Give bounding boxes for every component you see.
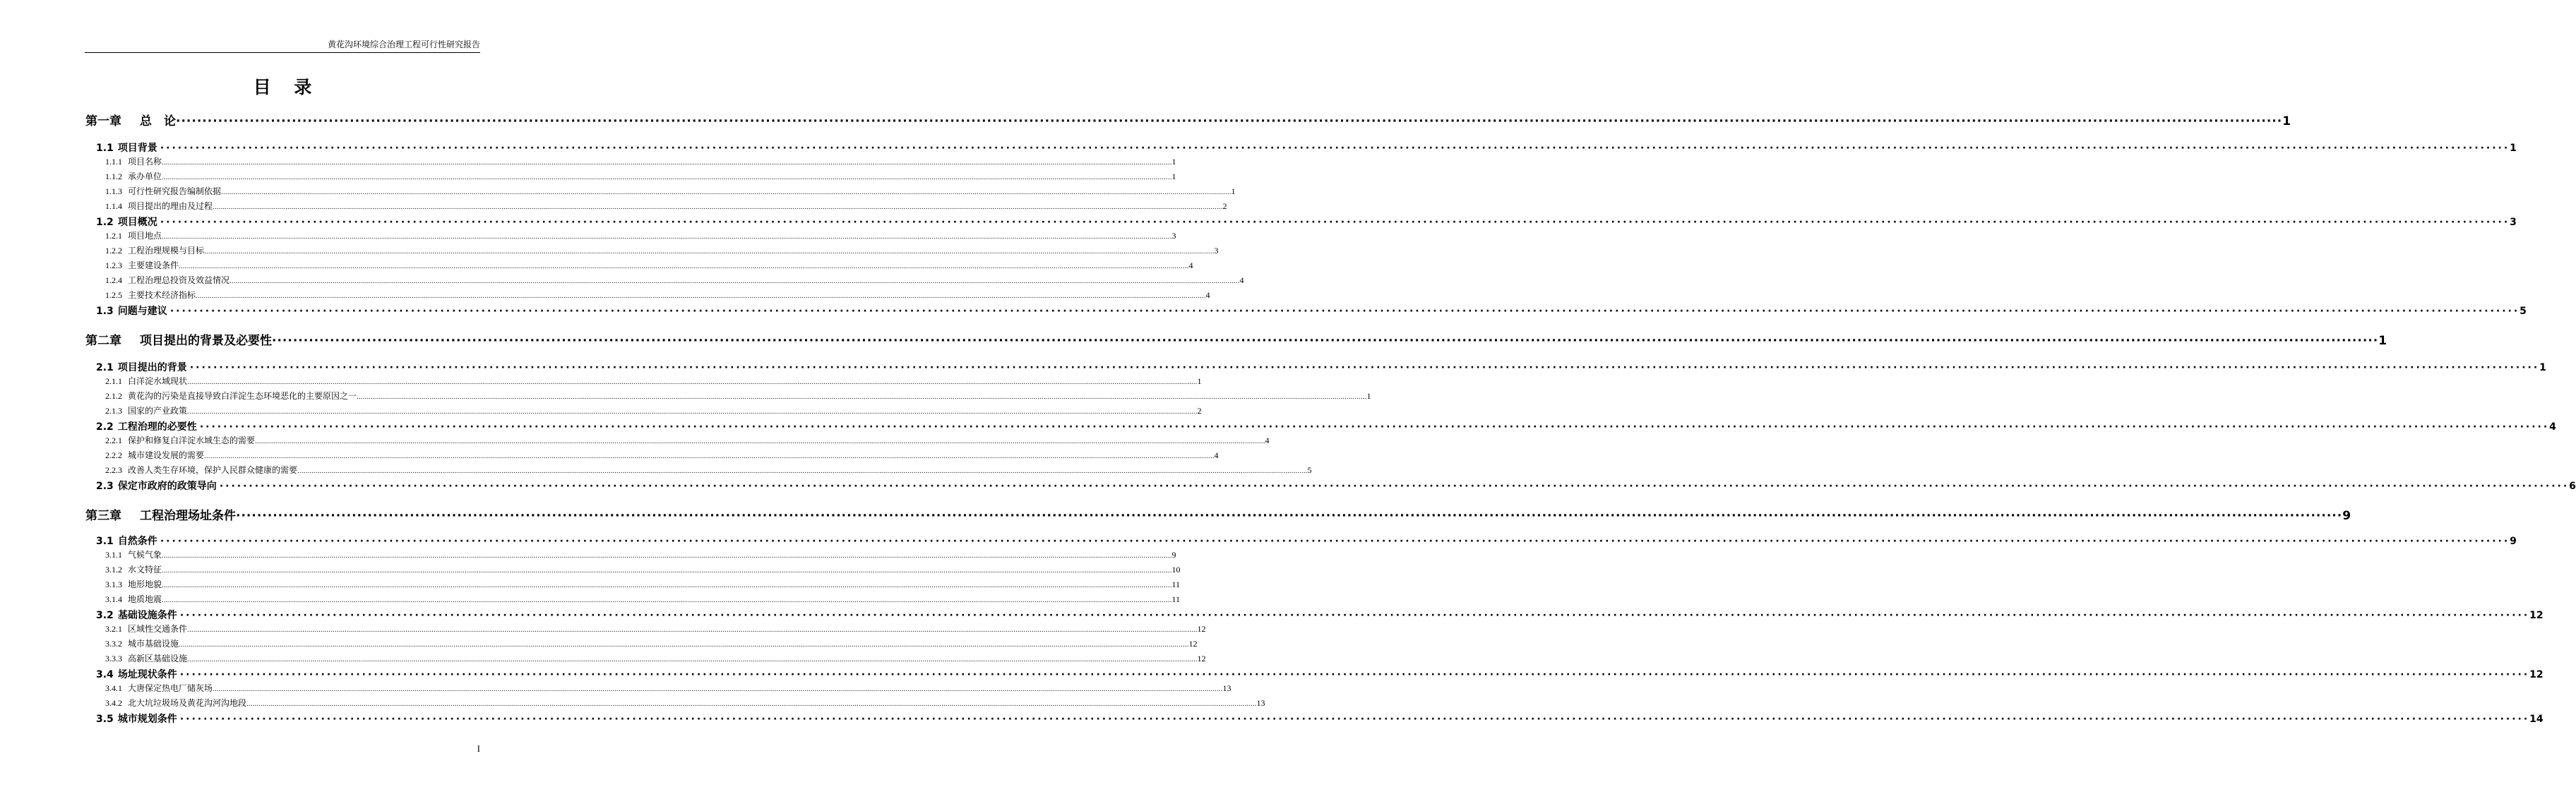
toc-entry-number: 1.1.4 [105,201,122,211]
toc-entry-title: 城市基础设施 [128,639,179,649]
toc-entry[interactable] [85,652,1206,664]
toc-entry[interactable] [85,479,2576,493]
toc-entry-number: 2.1.2 [105,391,122,401]
toc-entry-label [96,534,157,548]
toc-entry-label [105,637,179,649]
toc-page-number: 1 [2510,143,2517,154]
toc-entry-number: 2.1.1 [105,376,122,386]
toc-page-number: 1 [1197,376,1202,386]
toc-leader-dots: .................................................................................................................................................................................................................................................................................................................................................................................................................................................................................................................... [204,248,1215,256]
toc-entry-label [85,505,236,523]
toc-entry-number: 3.3.2 [105,639,122,649]
toc-entry-title: 保护和修复白洋淀水域生态的需要 [128,435,256,445]
toc-leader-dots: .................................................................................................................................................................................................................................................................................................................................................................................................................................................................................................................... [255,438,1265,445]
toc-leader-dots: .................................................................................................................................................................................................................................................................................................................................................................................................................................................................................................................... [179,642,1189,649]
toc-entry[interactable] [85,434,1270,446]
toc-entry[interactable] [85,419,2556,433]
toc-entry[interactable] [85,563,1181,575]
toc-page-number: 4 [1214,450,1219,460]
toc-entry-label [105,449,204,461]
toc-page-number: 5 [1307,465,1312,475]
toc-entry-number: 3.4 [96,669,114,680]
toc-entry-label [105,274,229,286]
toc-entry-number: 第二章 [85,334,121,348]
toc-page-number: 9 [2510,536,2517,547]
toc-entry-label [96,360,187,374]
toc-entry-label [96,140,157,155]
toc-entry-title: 项目背景 [117,143,157,154]
toc-page-number: 12 [1188,639,1198,649]
toc-entry-title: 高新区基础设施 [128,654,188,663]
toc-entry-title: 城市规划条件 [117,714,177,725]
toc-entry-title: 城市建设发展的需要 [128,450,205,460]
toc-leader-dots: ················································································································································································································································································································································································································ [160,143,2510,154]
toc-leader-dots: .................................................................................................................................................................................................................................................................................................................................................................................................................................................................................................................... [229,278,1240,285]
toc-entry-label [105,375,187,387]
toc-entry[interactable] [85,140,2517,155]
toc-entry-label [105,682,213,694]
toc-page-number: 10 [1171,565,1181,575]
toc-entry-number: 3.4.1 [105,683,122,693]
toc-entry[interactable] [85,289,1210,301]
toc-leader-dots: .................................................................................................................................................................................................................................................................................................................................................................................................................................................................................................................... [246,701,1257,708]
toc-entry-title: 工程治理总投资及效益情况 [128,275,230,285]
toc-entry-title: 基础设施条件 [117,610,177,621]
toc-leader-dots: ················································································································································································································································································································································································································ [160,217,2510,228]
toc-leader-dots: .................................................................................................................................................................................................................................................................................................................................................................................................................................................................................................................... [187,409,1198,416]
toc-entry-title: 自然条件 [117,536,157,547]
toc-entry-title: 地质地震 [128,594,162,604]
toc-leader-dots: .................................................................................................................................................................................................................................................................................................................................................................................................................................................................................................................... [162,160,1172,167]
toc-entry-number: 2.3 [96,481,114,492]
toc-entry-title: 大唐保定热电厂储灰场 [128,683,213,693]
toc-page-number: 2 [1197,406,1202,416]
toc-entry-label [105,155,162,167]
toc-page-number: 11 [1171,594,1180,604]
toc-page-number: 12 [1197,624,1206,634]
toc-entry-number: 3.3.3 [105,654,122,663]
toc-entry[interactable] [85,449,1219,461]
toc-entry[interactable] [85,274,1244,286]
toc-entry-number: 1.2.2 [105,246,122,256]
toc-entry-number: 2.2.1 [105,435,122,445]
toc-entry-number: 1.1.2 [105,172,122,181]
toc-entry-number: 1.1.1 [105,157,122,167]
toc-entry-label [105,170,162,182]
toc-entry-title: 北大坑垃圾场及黄花沟河沟地段 [128,698,247,708]
toc-entry[interactable] [85,111,2291,128]
toc-entry-number: 第一章 [85,114,121,128]
toc-entry[interactable] [85,244,1219,256]
toc-entry-title: 项目名称 [128,157,162,167]
toc-entry[interactable] [85,593,1180,605]
toc-page-number: 13 [1222,683,1232,693]
toc-entry-label [105,623,187,635]
toc-page-number: 11 [1171,579,1180,589]
toc-page-number: 1 [1366,391,1371,401]
toc-entry-number: 3.1.1 [105,550,122,560]
toc-entry-number: 3.1 [96,536,114,547]
toc-entry-label [96,215,157,229]
toc-entry-label [96,479,217,493]
toc-entry[interactable] [85,155,1176,167]
toc-entry[interactable] [85,304,2527,318]
toc-entry-number: 2.1.3 [105,406,122,416]
toc-leader-dots: .................................................................................................................................................................................................................................................................................................................................................................................................................................................................................................................... [162,553,1172,560]
toc-entry-label [105,244,204,256]
toc-entry-title: 项目概况 [117,217,157,228]
toc-leader-dots: .................................................................................................................................................................................................................................................................................................................................................................................................................................................................................................................... [187,627,1198,634]
toc-entry-number: 1.2.1 [105,231,122,241]
toc-entry[interactable] [85,200,1227,212]
toc-page-number: 1 [1171,172,1176,181]
toc-entry-number: 第三章 [85,509,121,523]
toc-page-number: 4 [2549,421,2556,433]
toc-entry[interactable] [85,259,1193,271]
toc-entry-title: 可行性研究报告编制依据 [128,186,222,196]
toc-entry-number: 3.2 [96,610,114,621]
toc-entry[interactable] [85,637,1198,649]
toc-entry-number: 2.2.3 [105,465,122,475]
toc-entry[interactable] [85,360,2546,374]
toc-leader-dots: .................................................................................................................................................................................................................................................................................................................................................................................................................................................................................................................... [162,582,1172,589]
toc-entry-label [105,548,162,560]
toc-page-number: 3 [2510,217,2517,228]
toc-leader-dots: .................................................................................................................................................................................................................................................................................................................................................................................................................................................................................................................... [162,234,1172,241]
toc-entry[interactable] [85,330,2387,348]
toc-entry-label [105,259,179,271]
toc-entry-number: 1.1 [96,143,114,154]
toc-entry[interactable] [85,229,1176,241]
toc-entry-number: 2.2 [96,421,114,433]
toc-leader-dots: ················································································································································································································································································································································································································ [176,114,2283,128]
toc-entry[interactable] [85,185,1236,197]
toc-entry-number: 3.1.4 [105,594,122,604]
toc-entry-label [105,464,297,476]
toc-entry-number: 1.2 [96,217,114,228]
toc-leader-dots: .................................................................................................................................................................................................................................................................................................................................................................................................................................................................................................................... [179,263,1189,270]
toc-entry[interactable] [85,623,1206,635]
toc-leader-dots: ················································································································································································································································································································································································································ [179,714,2530,725]
toc-page-number: 2 [1222,201,1227,211]
toc-leader-dots: ················································································································································································································································································································································································································ [272,334,2379,348]
page-header [85,38,480,53]
toc-page-number: 1 [1171,157,1176,167]
toc-leader-dots: .................................................................................................................................................................................................................................................................................................................................................................................................................................................................................................................... [162,597,1172,604]
toc-leader-dots: .................................................................................................................................................................................................................................................................................................................................................................................................................................................................................................................... [196,293,1206,300]
toc-entry-title: 黄花沟的污染是直接导致白洋淀生态环境恶化的主要原因之一 [128,391,357,401]
toc-entry[interactable] [85,608,2544,622]
toc-entry-title: 项目提出的理由及过程 [128,201,213,211]
toc-entry-title: 国家的产业政策 [128,406,188,416]
toc-entry-title: 区域性交通条件 [128,624,188,634]
toc-entry-label [96,419,197,433]
toc-entry-label [105,697,246,709]
toc-entry-title: 保定市政府的政策导向 [117,481,217,492]
toc-entry[interactable] [85,682,1232,694]
toc-leader-dots: ················································································································································································································································································································································································································ [160,536,2510,547]
toc-leader-dots: .................................................................................................................................................................................................................................................................................................................................................................................................................................................................................................................... [221,189,1232,196]
toc-entry-label [105,185,221,197]
toc-entry[interactable] [85,534,2517,548]
toc-entry-title: 项目提出的背景及必要性 [140,334,272,348]
toc-leader-dots: .................................................................................................................................................................................................................................................................................................................................................................................................................................................................................................................... [213,686,1223,693]
toc-page-number: 4 [1188,260,1193,270]
toc-entry-title: 项目地点 [128,231,162,241]
toc-entry-label [96,608,177,622]
toc-entry-title: 改善人类生存环境，保护人民群众健康的需要 [128,465,298,475]
toc-entry[interactable] [85,578,1180,590]
toc-entry-number: 3.5 [96,714,114,725]
toc-page-number: 14 [2529,714,2544,725]
toc-entry[interactable] [85,667,2544,681]
toc-entry-label [85,111,176,128]
toc-leader-dots: .................................................................................................................................................................................................................................................................................................................................................................................................................................................................................................................... [162,567,1172,575]
toc-page-number: 1 [2282,114,2291,128]
toc-page-number: 9 [1171,550,1176,560]
toc-page-number: 13 [1256,698,1265,708]
toc-entry-title: 水文特征 [128,565,162,575]
toc-entry-label [105,229,162,241]
toc-leader-dots: ················································································································································································································································································································································································································ [179,669,2530,680]
toc-page-number: 12 [2529,669,2544,680]
toc-entry[interactable] [85,215,2517,229]
toc-page-number: 4 [1265,435,1270,445]
toc-entry[interactable] [85,505,2351,523]
toc-entry-title: 主要技术经济指标 [128,290,196,300]
toc-leader-dots: ················································································································································································································································································································································································································ [236,509,2343,523]
toc-entry-title: 工程治理场址条件 [140,509,236,523]
toc-entry-title: 主要建设条件 [128,260,179,270]
toc-leader-dots: .................................................................................................................................................................................................................................................................................................................................................................................................................................................................................................................... [213,204,1223,211]
toc-leader-dots: ················································································································································································································································································································································································································ [199,421,2550,433]
toc-page-number: 9 [2342,509,2351,523]
header-title: 黄花沟环境综合治理工程可行性研究报告 [327,40,480,49]
toc-entry-label [105,434,255,446]
toc-entry-label [105,289,196,301]
toc-leader-dots: .................................................................................................................................................................................................................................................................................................................................................................................................................................................................................................................... [357,394,1367,401]
toc-page-number: 4 [1239,275,1244,285]
toc-entry-label [96,711,177,726]
toc-entry[interactable] [85,464,1312,476]
toc-leader-dots: .................................................................................................................................................................................................................................................................................................................................................................................................................................................................................................................... [204,453,1215,460]
toc-entry-number: 2.1 [96,362,114,373]
toc-leader-dots: ················································································································································································································································································································································································································ [169,306,2520,317]
toc-entry-number: 1.3 [96,306,114,317]
toc-entry-title: 总 论 [140,114,176,128]
toc-page-number: 3 [1214,246,1219,256]
toc-entry-number: 2.2.2 [105,450,122,460]
page-title: 目 录 [253,77,321,97]
toc-entry-label [105,593,162,605]
toc-entry-label [105,404,187,416]
page-number: I [477,743,480,754]
toc-page-number: 3 [1171,231,1176,241]
toc-entry-title: 气候气象 [128,550,162,560]
toc-page-number: 1 [2539,362,2546,373]
toc-leader-dots: ················································································································································································································································································································································································································ [189,362,2540,373]
toc-page-number: 1 [1231,186,1236,196]
toc-entry-number: 1.2.3 [105,260,122,270]
toc-entry-title: 工程治理的必要性 [117,421,197,433]
toc-entry-label [96,667,177,681]
toc-page-number: 1 [2378,334,2387,348]
toc-entry-number: 3.2.1 [105,624,122,634]
toc-entry-number: 3.1.3 [105,579,122,589]
toc-entry-number: 3.1.2 [105,565,122,575]
toc-leader-dots: .................................................................................................................................................................................................................................................................................................................................................................................................................................................................................................................... [297,468,1308,475]
toc-entry-title: 问题与建议 [117,306,167,317]
toc-entry[interactable] [85,404,1202,416]
toc-entry-label [105,390,357,402]
toc-entry-title: 场址现状条件 [117,669,177,680]
toc-entry-number: 1.1.3 [105,186,122,196]
toc-page-number: 12 [2529,610,2544,621]
toc-entry[interactable] [85,390,1371,402]
toc-entry-title: 项目提出的背景 [117,362,187,373]
toc-entry-number: 3.4.2 [105,698,122,708]
toc-entry-label [105,652,187,664]
toc-leader-dots: .................................................................................................................................................................................................................................................................................................................................................................................................................................................................................................................... [187,656,1198,663]
toc-entry-label [105,578,162,590]
toc-entry-label [105,563,162,575]
toc-page-number: 5 [2520,306,2527,317]
toc-leader-dots: ················································································································································································································································································································································································································ [179,610,2530,621]
toc-page-number: 4 [1205,290,1210,300]
toc-entry-label [96,304,167,318]
toc-leader-dots: .................................................................................................................................................................................................................................................................................................................................................................................................................................................................................................................... [187,379,1198,386]
toc-entry[interactable] [85,375,1202,387]
toc-entry[interactable] [85,711,2544,726]
toc-entry-title: 承办单位 [128,172,162,181]
toc-entry-title: 白洋淀水域现状 [128,376,188,386]
toc-entry[interactable] [85,548,1176,560]
toc-entry-label [85,330,272,348]
toc-entry-number: 1.2.4 [105,275,122,285]
toc-leader-dots: .................................................................................................................................................................................................................................................................................................................................................................................................................................................................................................................... [162,174,1172,181]
toc-page-number: 12 [1197,654,1206,663]
toc-entry[interactable] [85,170,1176,182]
toc-leader-dots: ················································································································································································································································································································································································································ [219,481,2570,492]
toc-entry[interactable] [85,697,1265,709]
toc-entry-title: 地形地貌 [128,579,162,589]
toc-entry-title: 工程治理规模与目标 [128,246,205,256]
toc-entry-label [105,200,213,212]
toc-entry-number: 1.2.5 [105,290,122,300]
toc-page-number: 6 [2569,481,2576,492]
